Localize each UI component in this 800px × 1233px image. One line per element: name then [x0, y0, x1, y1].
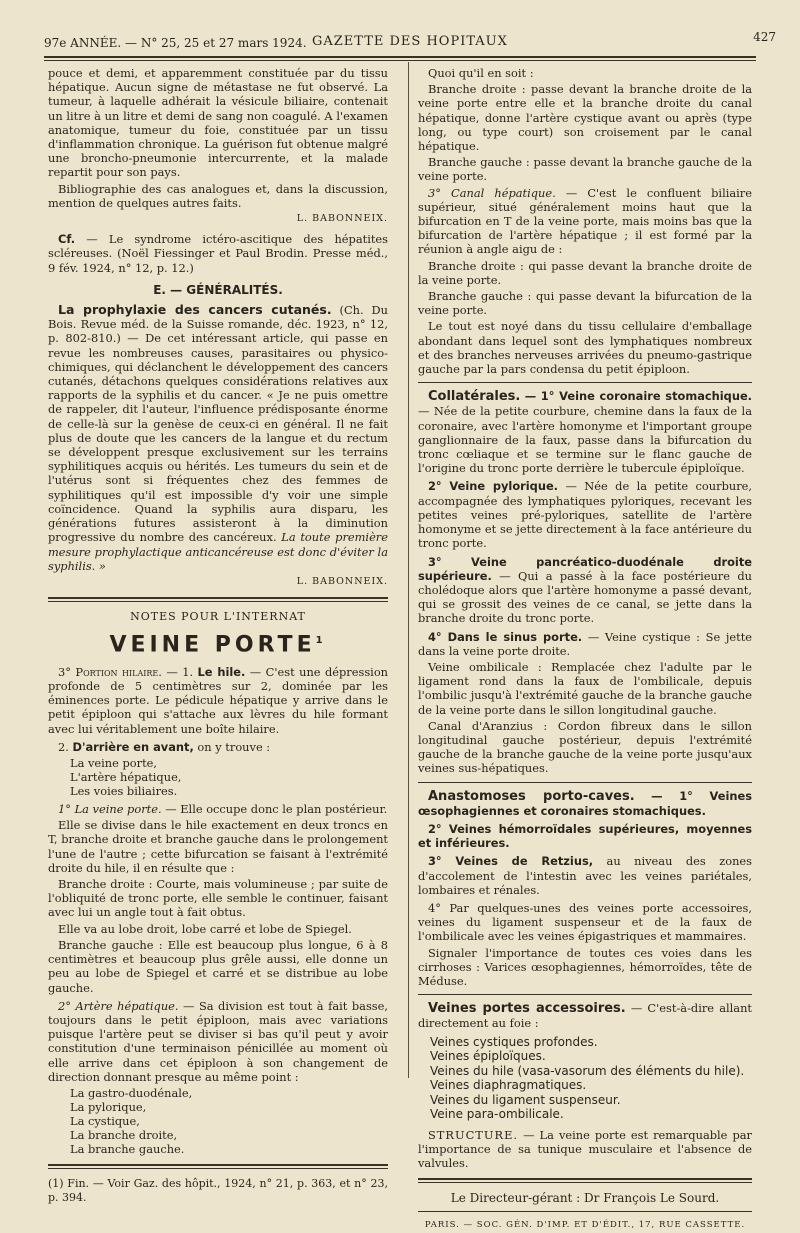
- paragraph: Branche droite : passe devant la branche droite de la veine porte entre elle et la branche droite du canal hépatique, donne l'artère cystique avant ou après (type long, ou type court) son croisement par le canal hépatique.: [418, 82, 752, 154]
- sin-text: — Veine cystique : Se jette dans la veine porte droite.: [418, 629, 753, 658]
- paragraph: Branche gauche : Elle est beaucoup plus longue, 6 à 8 centimètres et beaucoup plus grêle aussi, elle donne un peu au lobe de Spiegel et carré et se distribue au lobe gauche.: [48, 937, 388, 995]
- page-number: 427: [753, 30, 776, 44]
- right-column: [418, 66, 752, 1233]
- coll-bold: — 1° Veine coronaire stomachique.: [524, 389, 752, 404]
- ret-paragraph: [418, 854, 752, 897]
- arr-label: 2.: [58, 739, 69, 754]
- paragraph: Branche droite : Courte, mais volumineuse ; par suite de l'obliquité de tronc porte, elle semble le continuer, faisant avec lui un angle tout à fait obtus.: [48, 877, 388, 920]
- hem-paragraph: 2° Veines hémorroïdales supérieures, moyennes et inférieures.: [418, 821, 752, 851]
- list-item: La cystique,: [70, 1113, 140, 1128]
- paragraph: Elle se divise dans le hile exactement en deux troncs en T, branche droite et branche gauche dans le prolongement l'une de l'autre ; cette bifurcation se faisant à l'extrémité droite du hile, il en résulte que :: [48, 818, 388, 875]
- cf-label: Cf.: [58, 232, 76, 247]
- list-item: Veines épiploïques.: [430, 1049, 546, 1064]
- list-item: L'artère hépatique,: [70, 770, 182, 785]
- section-heading: E. — GÉNÉRALITÉS.: [153, 282, 283, 297]
- list-item: La branche droite,: [70, 1127, 178, 1142]
- cf-paragraph: [48, 232, 388, 275]
- column-divider: [408, 62, 409, 1078]
- section-rule: [48, 597, 388, 602]
- vp-paragraph: [48, 802, 388, 816]
- arr-paragraph: [48, 740, 388, 754]
- notes-heading: NOTES POUR L'INTERNAT: [130, 610, 306, 624]
- portion-label: 3° Portion hilaire. — 1.: [58, 664, 194, 679]
- ah-text: — Sa division est tout à fait basse, toujours dans le petit épiploon, mais avec variations puisque l'artère peut se diviser si bas qu'il peut y avoir constitution d'une terminaison pénicillée au moment où elle arrive dans cet épiploon à son changement de direction donnant presque au même point :: [48, 998, 388, 1084]
- ret-bold: 3° Veines de Retzius,: [428, 854, 594, 869]
- paragraph: Elle va au lobe droit, lobe carré et lobe de Spiegel.: [58, 921, 352, 936]
- vpa-text: — C'est-à-dire allant directement au foie :: [418, 1001, 752, 1031]
- struct-label: STRUCTURE.: [428, 1127, 519, 1142]
- list-item: Veines diaphragmatiques.: [430, 1078, 587, 1093]
- list-item: La branche gauche.: [70, 1141, 185, 1156]
- paragraph: Le tout est noyé dans du tissu cellulaire d'emballage abondant dans lequel sont des lymphatiques nombreux et des branches nerveuses arrivées du pneumo-gastrique gauche par la pars condensa du petit épiploon.: [418, 319, 752, 377]
- list-item: La veine porte,: [70, 756, 158, 771]
- ah-paragraph: [48, 999, 388, 1084]
- portion-paragraph: [48, 665, 388, 736]
- list-item: Veine para-ombilicale.: [430, 1107, 564, 1122]
- signature: L. BABONNEIX.: [296, 575, 388, 587]
- paragraph: Branche gauche : passe devant la branche gauche de la veine porte.: [418, 155, 752, 184]
- coll-text: — Née de la petite courbure, chemine dans la faux de la coronaire, avec l'artère homonyme et l'important groupe ganglionnaire de la faux, passe dans la bifurcation du tronc cœliaque et se termine sur le flanc gauche de l'origine du tronc porte derrière le tubercule épiploïque.: [418, 404, 752, 476]
- cf-text: — Le syndrome ictéro-ascitique des hépatites scléreuses. (Noël Fiessinger et Paul Brodin. Presse méd., 9 fév. 1924, n° 12, p. 12.): [48, 232, 389, 275]
- article-ref: (Ch. Du Bois. Revue méd. de la Suisse romande, déc. 1923, n° 12, p. 802-810.): [48, 303, 389, 346]
- portion-bold: Le hile.: [197, 664, 246, 679]
- paragraph: Canal d'Aranzius : Cordon fibreux dans le sillon longitudinal gauche postérieur, depuis l'extrémité gauche de la branche gauche de la veine porte jusqu'aux veines sus-hépatiques.: [418, 718, 752, 776]
- divider: [418, 382, 752, 383]
- divider: [418, 994, 752, 995]
- struct-text: — La veine porte est remarquable par l'importance de sa tunique musculaire et l'absence de valvules.: [418, 1127, 752, 1170]
- big-title-text: VEINE PORTE: [109, 632, 316, 658]
- ch-paragraph: [418, 186, 752, 257]
- paragraph: Veine ombilicale : Remplacée chez l'adulte par le ligament rond dans la faux de l'ombilicale, depuis l'ombilic jusqu'à l'extrémité gauche de la branche gauche de la veine porte dans le sillon longitudinal gauche.: [418, 659, 752, 717]
- struct-paragraph: [418, 1128, 752, 1171]
- journal-title: GAZETTE DES HOPITAUX: [312, 34, 508, 49]
- list-item: La gastro-duodénale,: [70, 1085, 193, 1100]
- ret-text: au niveau des zones d'accolement de l'intestin avec les veines pariétales, lombaires et rénales.: [418, 854, 752, 897]
- pan-bold: 3° Veine pancréatico-duodénale droite supérieure.: [418, 554, 752, 583]
- article-text: — De cet intéressant article, qui passe en revue les nombreuses causes, parasitaires ou physico-chimiques, qui déclanchent le développement des cancers cutanés, détachons quelques considérations relatives aux rapports de la syphilis et du cancer. « Je ne puis omettre de rappeler, dit l'auteur, l'influence prédisposante énorme de celle-là sur la genèse de ceux-ci en général. Il ne fait plus de doute que les cancers de la langue et du rectum se développent presque exclusivement sur les terrains syphilitiques acquis ou hérités. Les tumeurs du sein et de l'utérus sont si fréquentes chez des femmes de syphilitiques qu'il est impossible d'y voir une simple coïncidence. Quand la syphilis aura disparu, les générations futures assisteront à la diminution progressive du nombre des cancéreux.: [48, 331, 389, 545]
- left-column: [48, 66, 388, 1205]
- paragraph: Quoi qu'il en soit :: [428, 66, 534, 80]
- page-header: [44, 22, 776, 52]
- printer-line: PARIS. — SOC. GÉN. D'IMP. ET D'ÉDIT., 17, RUE CASSETTE.: [424, 1220, 746, 1231]
- list-branches: [70, 1086, 388, 1156]
- vp-label: 1° La veine porte.: [58, 802, 162, 817]
- coll-paragraph: [418, 389, 752, 475]
- list-accessory-veins: [430, 1035, 752, 1122]
- list-item: La pylorique,: [70, 1099, 147, 1114]
- coll-head: Collatérales.: [428, 389, 521, 405]
- paragraph: Signaler l'importance de toutes ces voies dans les cirrhoses : Varices œsophagiennes, hémorroïdes, tête de Méduse.: [418, 945, 752, 988]
- paragraph: Branche gauche : qui passe devant la bifurcation de la veine porte.: [418, 289, 752, 318]
- paragraph: Bibliographie des cas analogues et, dans la discussion, mention de quelques autres faits.: [48, 181, 388, 210]
- pyl-paragraph: [418, 479, 752, 550]
- list-item: Veines du ligament suspenseur.: [430, 1092, 621, 1107]
- ch-text: — C'est le confluent biliaire supérieur, situé généralement moins haut que la bifurcation en T de la veine porte, mais moins bas que la bifurcation de l'artère hépatique ; il est formé par la réunion à angle aigu de :: [418, 185, 752, 257]
- pan-text: — Qui a passé à la face postérieure du cholédoque alors que l'artère homonyme a passé devant, qui se grossit des veines de ce canal, se jette dans la branche droite du tronc porte.: [418, 568, 753, 626]
- arr-text: on y trouve :: [197, 739, 271, 754]
- list-structures: [70, 756, 388, 798]
- list-item: Veines du hile (vasa-vasorum des éléments du hile).: [430, 1063, 745, 1078]
- divider: [418, 782, 752, 783]
- article-title: La prophylaxie des cancers cutanés.: [58, 302, 332, 318]
- list-item: Veines cystiques profondes.: [430, 1034, 598, 1049]
- ana-head: Anastomoses porto-caves.: [428, 788, 635, 804]
- director-line: Le Directeur-gérant : Dr François Le Sourd.: [450, 1191, 720, 1206]
- footnote: (1) Fin. — Voir Gaz. des hôpit., 1924, n° 21, p. 363, et n° 23, p. 394.: [48, 1176, 388, 1205]
- paragraph: Branche droite : qui passe devant la branche droite de la veine porte.: [418, 258, 752, 287]
- portion-text: — C'est une dépression profonde de 5 centimètres sur 2, dominée par les éminences porte. Le pédicule hépatique y arrive dans le petit épiploon qui s'attache aux lèvres du hile formant avec lui véritablement une boîte hilaire.: [48, 664, 389, 736]
- ah-label: 2° Artère hépatique.: [58, 998, 179, 1013]
- ana-paragraph: [418, 789, 752, 818]
- pyl-bold: 2° Veine pylorique.: [428, 479, 558, 494]
- big-title: [48, 632, 388, 658]
- arr-bold: D'arrière en avant,: [72, 739, 194, 754]
- issue-info: 97e ANNÉE. — N° 25, 25 et 27 mars 1924.: [44, 36, 307, 50]
- end-rule: [418, 1178, 752, 1183]
- article-conclusion: La toute première mesure prophylactique anticancéreuse est donc d'éviter la syphilis. »: [48, 530, 388, 573]
- sin-bold: 4° Dans le sinus porte.: [428, 629, 583, 644]
- vpa-head: Veines portes accessoires.: [428, 1001, 626, 1017]
- header-rule: [44, 56, 756, 61]
- list-item: Les voies biliaires.: [70, 784, 178, 799]
- paragraph: 4° Par quelques-unes des veines porte accessoires, veines du ligament suspenseur et de la faux de l'ombilicale avec les veines épigastriques et mammaires.: [418, 900, 752, 944]
- pan-paragraph: [418, 555, 752, 626]
- divider: [418, 1211, 752, 1212]
- footnote-rule: [48, 1164, 388, 1169]
- ana-bold: — 1° Veines œsophagiennes et coronaires stomachiques.: [418, 788, 752, 818]
- paragraph: pouce et demi, et apparemment constituée par du tissu hépatique. Aucun signe de métastase ne fut observé. La tumeur, à laquelle adhérait la vésicule biliaire, contenait un litre à un litre et demi de sang non coagulé. A l'examen anatomique, tumeur du foie, constituée par un tissu d'inflammation chronique. La guérison fut obtenue malgré une broncho-pneumonie intercurrente, et la malade repartit pour son pays.: [48, 66, 388, 180]
- signature: L. BABONNEIX.: [296, 213, 388, 225]
- vp-text: — Elle occupe donc le plan postérieur.: [165, 802, 388, 817]
- pyl-text: — Née de la petite courbure, accompagnée des lymphatiques pyloriques, recevant les petites veines pré-pyloriques, satellite de l'artère homonyme et se jette directement à la face antérieure du tronc porte.: [418, 479, 752, 551]
- ch-label: 3° Canal hépatique.: [428, 185, 556, 200]
- prophy-paragraph: [48, 303, 388, 573]
- footnote-ref: 1: [315, 635, 327, 647]
- sin-paragraph: [418, 630, 752, 658]
- vpa-paragraph: [418, 1001, 752, 1030]
